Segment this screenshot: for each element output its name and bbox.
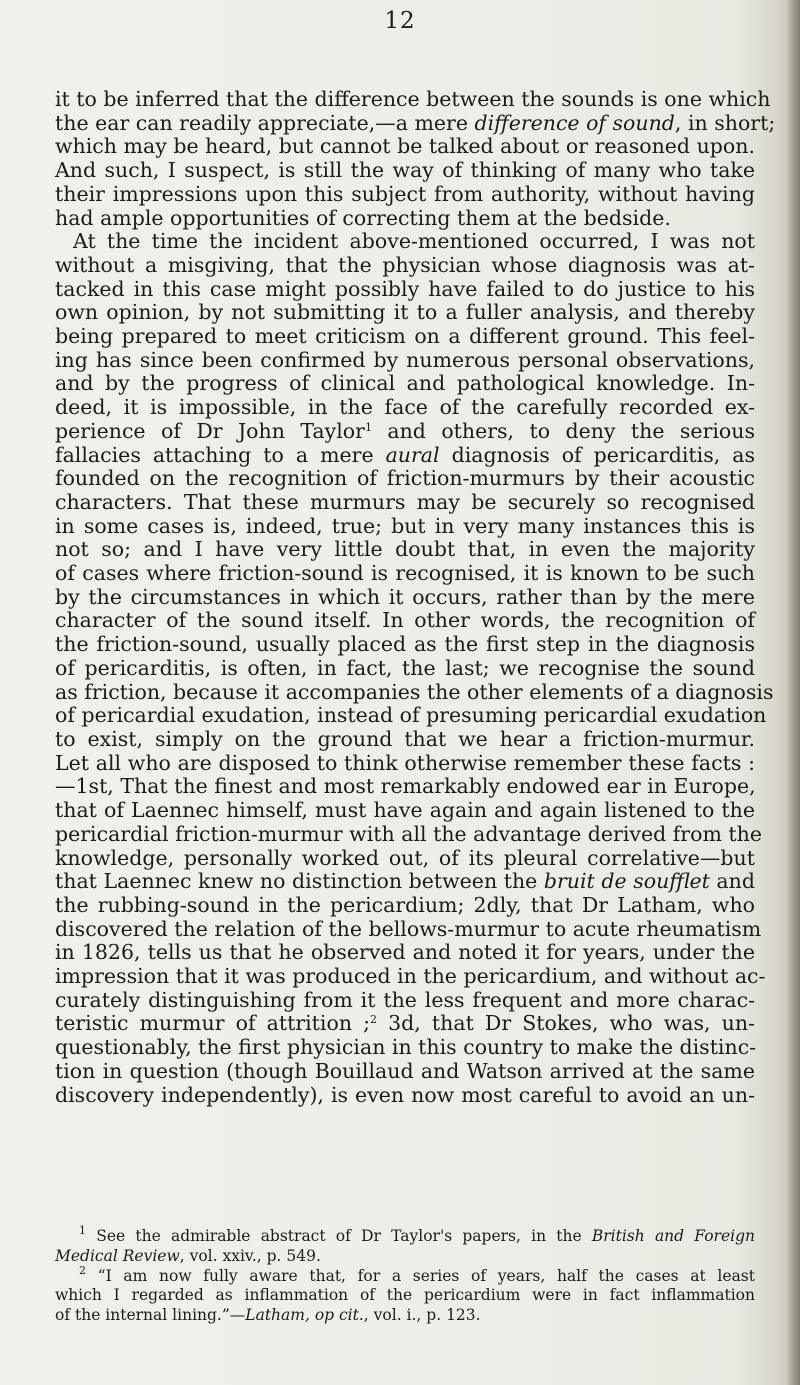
text-line: that of Laennec himself, must have again and again listened to the xyxy=(55,798,755,823)
text-line: the rubbing-sound in the pericardium; 2dly, that Dr Latham, who xyxy=(55,892,755,917)
text-line: which may be heard, but cannot be talked about or reasoned upon. xyxy=(55,134,755,159)
text-line: And such, I suspect, is still the way of thinking of many who take xyxy=(55,158,755,183)
text-line: teristic murmur of attrition ;$^2$ 3d, that Dr Stokes, who was, un- xyxy=(55,1011,755,1036)
text-line: questionably, the first physician in this country to make the distinc- xyxy=(55,1035,757,1060)
text-line: founded on the recognition of friction-murmurs by their acoustic xyxy=(55,466,755,491)
text-line: Let all who are disposed to think otherwise remember these facts : xyxy=(55,750,755,775)
text-line: ing has since been confirmed by numerous personal observations, xyxy=(55,347,755,372)
footnote-line: $^1$ See the admirable abstract of Dr Taylor's papers, in the British and Foreign xyxy=(79,1224,755,1245)
text-line: had ample opportunities of correcting them at the bedside. xyxy=(55,205,671,230)
text-line: by the circumstances in which it occurs, rather than by the mere xyxy=(55,584,755,609)
text-line: without a misgiving, that the physician whose diagnosis was at- xyxy=(55,252,755,277)
text-line: fallacies attaching to a mere aural diagnosis of pericarditis, as xyxy=(55,442,755,467)
text-line: tacked in this case might possibly have failed to do justice to his xyxy=(55,276,755,301)
footnote-line: Medical Review, vol. xxiv., p. 549. xyxy=(55,1246,321,1265)
text-line: of cases where friction-sound is recognised, it is known to be such xyxy=(55,561,755,586)
text-line: to exist, simply on the ground that we hear a friction-murmur. xyxy=(55,726,755,751)
text-line: discovery independently), is even now most careful to avoid an un- xyxy=(55,1082,755,1107)
text-line: the ear can readily appreciate,—a mere difference of sound, in short; xyxy=(55,110,776,135)
text-line: being prepared to meet criticism on a different ground. This feel- xyxy=(55,324,755,349)
page-number: 12 xyxy=(384,8,416,34)
text-line: of pericardial exudation, instead of presuming pericardial exudation xyxy=(55,703,767,728)
text-line: At the time the incident above-mentioned occurred, I was not xyxy=(73,229,755,254)
text-line: it to be inferred that the difference between the sounds is one which xyxy=(55,87,771,111)
text-line: perience of Dr John Taylor$^1$ and others, to deny the serious xyxy=(55,418,755,443)
text-line: their impressions upon this subject from authority, without having xyxy=(55,181,755,206)
paragraph-1 xyxy=(55,87,776,230)
body-text xyxy=(55,87,776,1107)
footnotes xyxy=(55,1224,755,1326)
text-line: as friction, because it accompanies the other elements of a diagnosis xyxy=(55,679,774,704)
footnote-line: of the internal lining.”—Latham, op cit., vol. i., p. 123. xyxy=(55,1306,481,1325)
page-edge-shadow xyxy=(786,0,800,1385)
text-line: characters. That these murmurs may be securely so recognised xyxy=(55,489,755,514)
text-line: tion in question (though Bouillaud and Watson arrived at the same xyxy=(55,1058,755,1083)
footnote-line: $^2$ “I am now fully aware that, for a series of years, half the cases at least xyxy=(79,1263,755,1285)
text-line: deed, it is impossible, in the face of the carefully recorded ex- xyxy=(55,395,755,420)
text-line: in 1826, tells us that he observed and noted it for years, under the xyxy=(55,940,755,965)
footnote-line: which I regarded as inflammation of the pericardium were in fact inflammation xyxy=(55,1286,755,1305)
text-line: pericardial friction-murmur with all the advantage derived from the xyxy=(55,821,762,846)
text-line: in some cases is, indeed, true; but in very many instances this is xyxy=(55,513,755,538)
text-line: not so; and I have very little doubt that, in even the majority xyxy=(55,537,755,562)
text-line: impression that it was produced in the pericardium, and without ac- xyxy=(55,964,766,989)
text-line: that Laennec knew no distinction between the bruit de soufflet and xyxy=(55,869,755,894)
text-line: own opinion, by not submitting it to a fuller analysis, and thereby xyxy=(55,300,755,325)
text-line: and by the progress of clinical and pathological knowledge. In- xyxy=(55,371,755,396)
paragraph-2 xyxy=(55,229,774,1107)
text-line: the friction-sound, usually placed as the first step in the diagnosis xyxy=(55,632,755,657)
text-line: knowledge, personally worked out, of its pleural correlative—but xyxy=(55,845,755,870)
text-line: of pericarditis, is often, in fact, the last; we recognise the sound xyxy=(55,655,755,680)
text-line: curately distinguishing from it the less frequent and more charac- xyxy=(55,987,755,1012)
text-line: discovered the relation of the bellows-murmur to acute rheumatism xyxy=(55,916,762,941)
text-line: —1st, That the finest and most remarkably endowed ear in Europe, xyxy=(55,774,756,799)
text-line: character of the sound itself. In other words, the recognition of xyxy=(55,608,755,633)
